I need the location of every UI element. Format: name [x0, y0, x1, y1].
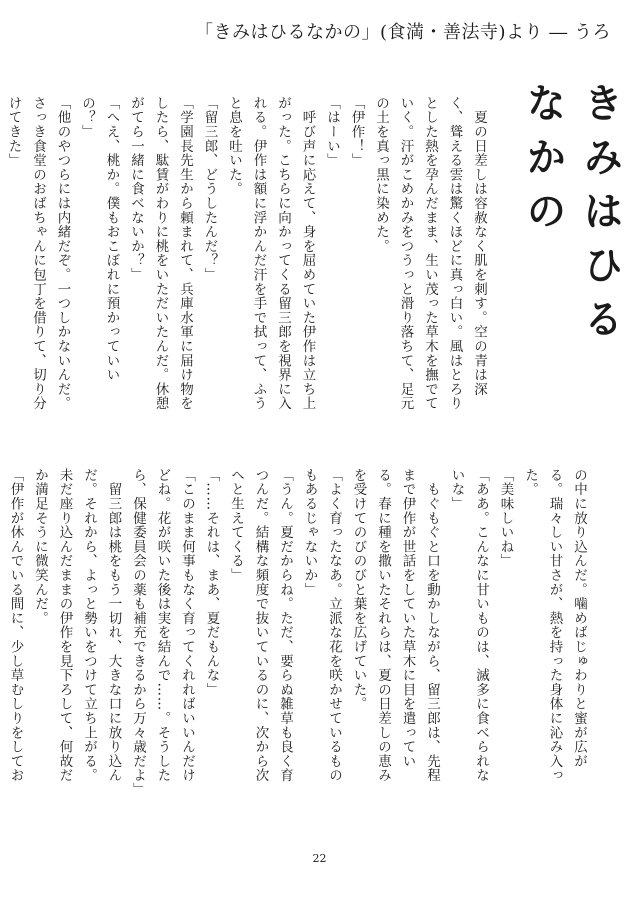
story-body-bottom [7, 468, 591, 797]
paragraph: 呼び声に応えて、身を屈めていた伊作は立ち上がった。こちらに向かってくる留三郎を視界に入れる。伊作は額に浮かんだ汗を手で拭って、ふうと息を吐いた。 [226, 96, 316, 411]
paragraph: 「伊作が休んでいる間に、少し草むしりをしてお [7, 468, 24, 783]
running-header: 「きみはひるなかの」(食満・善法寺)より ― うろ [195, 22, 611, 43]
paragraph: 「へえ、桃か。僕もおこぼれに預かっていいの？」 [79, 96, 120, 382]
story-body-top [5, 96, 491, 416]
paragraph: 「伊作！」 [348, 96, 365, 168]
paragraph: 「このまま何事もなく育ってくれればいいんだけどね。花が咲いた後は実を結んで……。そうしたら、保健委員会の薬も補充できるから万々歳だよ」 [130, 468, 195, 797]
paragraph: 「……それは、まあ、夏だもんな」 [203, 468, 220, 697]
story-title: きみはひるなかの [520, 82, 624, 352]
page-number: 22 [312, 852, 327, 865]
paragraph: 「他のやつらには内緒だぞ。一つしかないんだ。さっき食堂のおばちゃんに包丁を借りて、切り分けてきた」 [5, 96, 71, 411]
paragraph: 「はーい」 [324, 96, 340, 168]
paragraph: 夏の日差しは容赦なく肌を刺す。空の青は深く、聳える雲は驚くほどに真っ白い。風はとろりとした熱を孕んだまま、生い茂った草木を撫でていく。汗がこめかみをつうっと滑り落ちて、足元の土を真っ黒に染めた。 [373, 96, 487, 411]
paragraph: 「美味しいね」 [497, 468, 514, 569]
paragraph: 「学園長先生から頼まれて、兵庫水軍に届け物をしたら、駄賃がわりに桃をいただいたんだ。休憩がてら一緒に食べないか？」 [128, 96, 193, 411]
paragraph: 「よく育ったなあ。立派な花を咲かせているものもあるじゃないか」 [301, 468, 342, 783]
paragraph: 留三郎は桃をもう一切れ、大きな口に放り込んだ。それから、よっと勢いをつけて立ち上がる。未だ座り込んだままの伊作を見下ろして、何故だか満足そうに微笑んだ。 [32, 468, 122, 783]
paragraph: 「ああ。こんなに甘いものは、滅多に食べられないな」 [448, 468, 489, 783]
paragraph: 「うん。夏だからね。ただ、要らぬ雑草も良く育つんだ。結構な頻度で抜いているのに、次から次へと生えてくる」 [228, 468, 293, 783]
paragraph: 「留三郎、どうしたんだ？」 [201, 96, 218, 282]
paragraph: の中に放り込んだ。噛めばじゅわりと蜜が広がる。瑞々しい甘さが、熱を持った身体に沁み入った。 [522, 468, 587, 783]
paragraph: もぐもぐと口を動かしながら、留三郎は、先程まで伊作が世話をしていた草木に目を遣っている。春に種を撒いたそれらは、夏の日差しの恵みを受けてのびのびと葉を広げていた。 [350, 468, 440, 783]
paragraph [0, 96, 1, 416]
